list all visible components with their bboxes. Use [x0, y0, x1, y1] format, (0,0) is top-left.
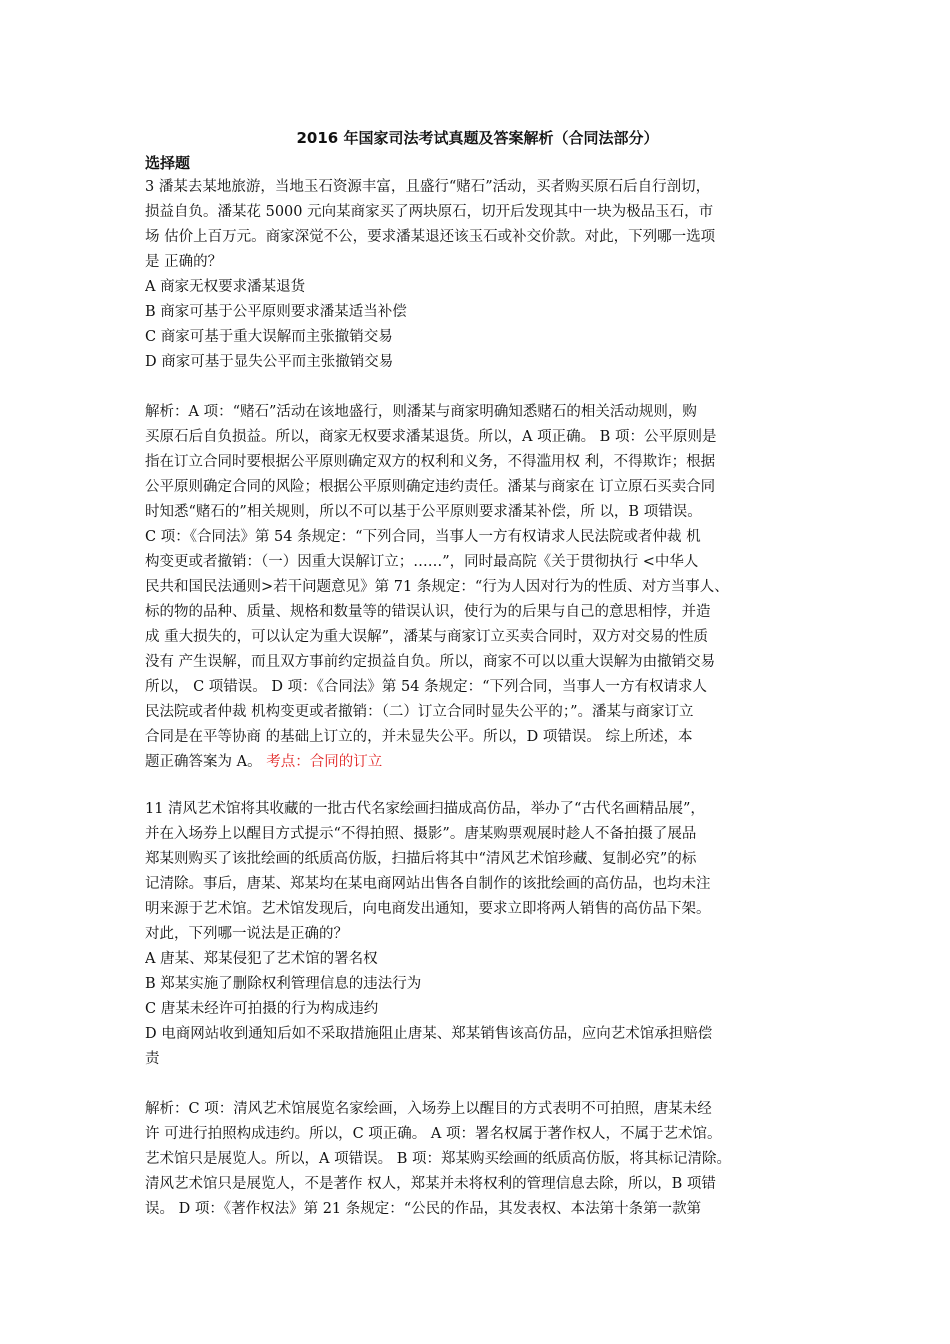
q11-stem-line: 记清除。事后，唐某、郑某均在某电商网站出售各自制作的该批绘画的高仿品，也均未注: [145, 876, 711, 892]
q11-analysis-line: 艺术馆只是展览人。所以，A 项错误。 B 项：郑某购买绘画的纸质高仿版，将其标记清除。: [145, 1151, 731, 1167]
q3-analysis-line: 构变更或者撤销：（一）因重大误解订立；……”，同时最高院《关于贯彻执行 <中华人: [145, 554, 699, 570]
q3-stem: [145, 175, 810, 275]
q3-analysis-line: 合同是在平等协商 的基础上订立的，并未显失公平。所以，D 项错误。 综上所述，本: [145, 729, 693, 745]
q11-analysis-line: 解析：C 项：清风艺术馆展览名家绘画，入场券上以醒目的方式表明不可拍照，唐某未经: [145, 1101, 712, 1117]
q3-test-point: 考点：合同的订立: [266, 754, 383, 770]
q11-stem-line: 并在入场券上以醒目方式提示“不得拍照、摄影”。唐某购票观展时趁人不备拍摄了展品: [145, 826, 697, 842]
q3-analysis-line: 所以， C 项错误。 D 项：《合同法》第 54 条规定：“下列合同，当事人一方有权请求人: [145, 679, 707, 695]
q11-stem-line: 对此，下列哪一说法是正确的？: [145, 926, 348, 942]
section-heading: 选择题: [145, 154, 191, 172]
q11-option-a: A 唐某、郑某侵犯了艺术馆的署名权: [145, 951, 378, 967]
q3-analysis: [145, 400, 810, 775]
q3-option-d: D 商家可基于显失公平而主张撤销交易: [145, 354, 394, 370]
q11-analysis-line: 清风艺术馆只是展览人，不是著作 权人，郑某并未将权利的管理信息去除，所以，B 项错: [145, 1176, 716, 1192]
document-title: 2016 年国家司法考试真题及答案解析（合同法部分）: [296, 129, 659, 147]
q3-analysis-line: C 项：《合同法》第 54 条规定：“下列合同，当事人一方有权请求人民法院或者仲裁 机: [145, 529, 701, 545]
q3-analysis-line: 公平原则确定合同的风险；根据公平原则确定违约责任。潘某与商家在 订立原石买卖合同: [145, 479, 716, 495]
q3-analysis-line: 民法院或者仲裁 机构变更或者撤销：（二）订立合同时显失公平的；”。潘某与商家订立: [145, 704, 694, 720]
q11-option-d-cont: 责: [145, 1051, 160, 1067]
q11-analysis-line: 误。 D 项：《著作权法》第 21 条规定：“公民的作品，其发表权、本法第十条第一款第: [145, 1201, 702, 1217]
q3-option-b: B 商家可基于公平原则要求潘某适当补偿: [145, 304, 407, 320]
q3-analysis-line: 指在订立合同时要根据公平原则确定双方的权利和义务，不得滥用权 利，不得欺诈；根据: [145, 454, 716, 470]
q3-analysis-line: 时知悉“赌石的”相关规则，所以不可以基于公平原则要求潘某补偿，所 以，B 项错误。: [145, 504, 702, 520]
q3-stem-line: 是 正确的？: [145, 254, 223, 270]
q3-answer-text: 题正确答案为 A。: [145, 754, 267, 770]
q3-option-c: C 商家可基于重大误解而主张撤销交易: [145, 329, 393, 345]
q11-option-c: C 唐某未经许可拍摄的行为构成违约: [145, 1001, 379, 1017]
q3-analysis-line: 成 重大损失的，可以认定为重大误解”，潘某与商家订立买卖合同时，双方对交易的性质: [145, 629, 709, 645]
q3-stem-line: 损益自负。潘某花 5000 元向某商家买了两块原石，切开后发现其中一块为极品玉石，市: [145, 204, 714, 220]
q11-stem-line: 郑某则购买了该批绘画的纸质高仿版，扫描后将其中“清风艺术馆珍藏、复制必究”的标: [145, 851, 697, 867]
q3-analysis-line: 没有 产生误解，而且双方事前约定损益自负。所以，商家不可以以重大误解为由撤销交易: [145, 654, 716, 670]
q11-option-b: B 郑某实施了删除权利管理信息的违法行为: [145, 976, 422, 992]
q3-analysis-line: 解析：A 项：“赌石”活动在该地盛行，则潘某与商家明确知悉赌石的相关活动规则，购: [145, 404, 697, 420]
q3-analysis-line: 买原石后自负损益。所以，商家无权要求潘某退货。所以，A 项正确。 B 项：公平原则是: [145, 429, 717, 445]
q11-option-d: D 电商网站收到通知后如不采取措施阻止唐某、郑某销售该高仿品，应向艺术馆承担赔偿: [145, 1026, 713, 1042]
q3-options: [145, 275, 810, 375]
q3-option-a: A 商家无权要求潘某退货: [145, 279, 306, 295]
q3-analysis-line: 民共和国民法通则>若干问题意见》第 71 条规定：“行为人因对行为的性质、对方当事人、: [145, 579, 729, 595]
q11-options: [145, 947, 810, 1072]
q3-stem-line: 场 估价上百万元。商家深觉不公，要求潘某退还该玉石或补交价款。对此，下列哪一选项: [145, 229, 716, 245]
q3-answer-line: [145, 750, 810, 775]
q11-stem: [145, 797, 810, 947]
q3-analysis-line: 标的物的品种、质量、规格和数量等的错误认识，使行为的后果与自己的意思相悖，并造: [145, 604, 711, 620]
q3-stem-line: 3 潘某去某地旅游，当地玉石资源丰富，且盛行“赌石”活动，买者购买原石后自行剖切，: [145, 179, 711, 195]
q11-analysis-line: 许 可进行拍照构成违约。所以，C 项正确。 A 项：署名权属于著作权人，不属于艺术馆。: [145, 1126, 722, 1142]
q11-analysis: [145, 1097, 810, 1222]
q11-stem-line: 明来源于艺术馆。艺术馆发现后，向电商发出通知，要求立即将两人销售的高仿品下架。: [145, 901, 711, 917]
q11-stem-line: 11 清风艺术馆将其收藏的一批古代名家绘画扫描成高仿品，举办了“古代名画精品展”，: [145, 801, 705, 817]
